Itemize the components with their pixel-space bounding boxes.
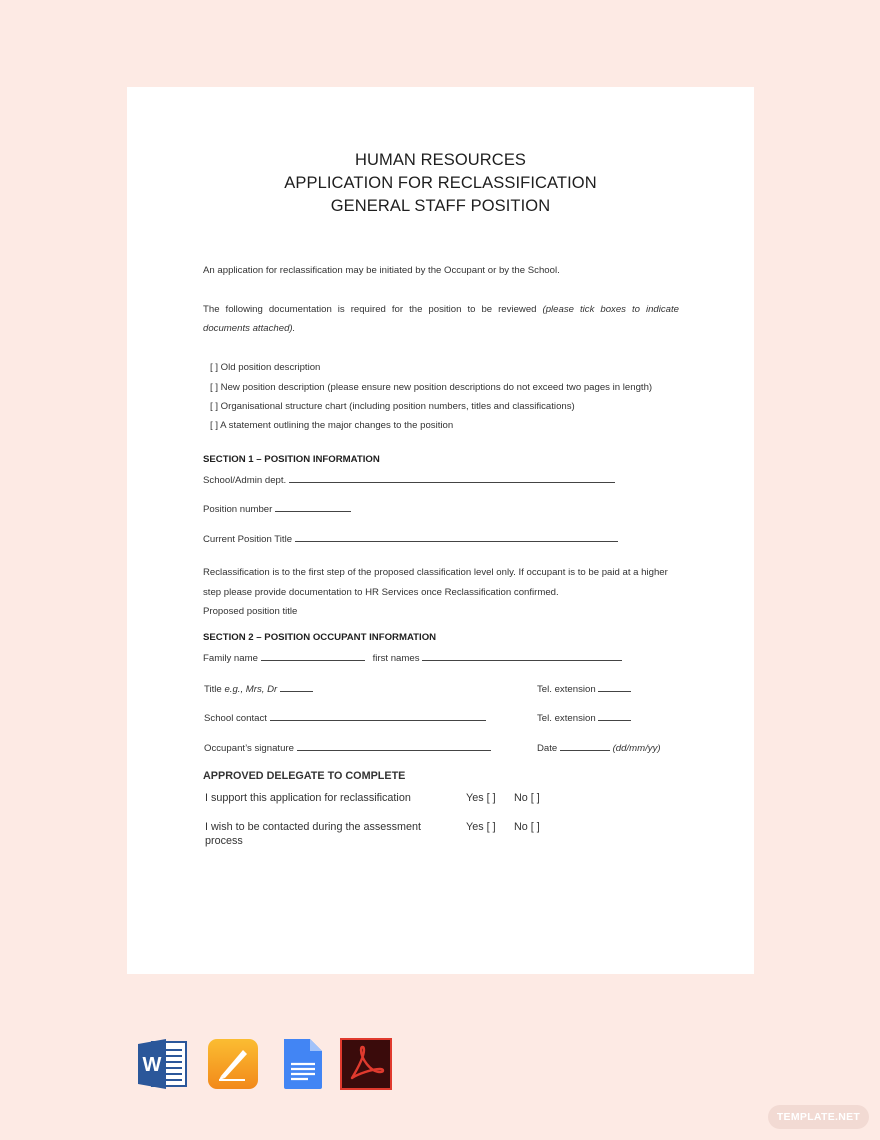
doc-required-text bbox=[203, 303, 679, 317]
title-label: Title bbox=[204, 684, 222, 695]
tel-extension-field-2[interactable] bbox=[598, 711, 631, 721]
delegate-q1-no[interactable]: No [ ] bbox=[514, 792, 540, 804]
date-row bbox=[537, 741, 661, 756]
first-names-label: first names bbox=[372, 653, 420, 664]
family-name-field[interactable] bbox=[261, 651, 365, 661]
brand-badge[interactable]: TEMPLATE.NET bbox=[768, 1105, 869, 1129]
position-number-row bbox=[203, 502, 351, 517]
google-docs-icon[interactable] bbox=[277, 1038, 329, 1090]
school-dept-label: School/Admin dept. bbox=[203, 475, 287, 486]
school-dept-field[interactable] bbox=[289, 473, 615, 483]
document-page bbox=[127, 87, 754, 974]
signature-label: Occupant’s signature bbox=[204, 743, 294, 754]
current-title-row bbox=[203, 532, 618, 547]
doc-required-note: (please tick boxes to indicate bbox=[542, 304, 680, 315]
checklist-item-org-chart[interactable]: [ ] Organisational structure chart (including position numbers, titles and classifications) bbox=[210, 401, 575, 412]
date-format-hint: (dd/mm/yy) bbox=[612, 743, 661, 754]
school-contact-label: School contact bbox=[204, 713, 267, 724]
school-contact-row bbox=[204, 711, 486, 726]
title-line-1: HUMAN RESOURCES bbox=[354, 151, 527, 169]
delegate-q2-no[interactable]: No [ ] bbox=[514, 821, 540, 833]
reclass-note-line-2: step please provide documentation to HR Services once Reclassification confirmed. bbox=[203, 587, 559, 598]
tel-extension-row-2 bbox=[537, 711, 631, 726]
doc-required-label: The following documentation is required for the position to be reviewed bbox=[203, 304, 537, 315]
document-title bbox=[127, 149, 754, 218]
title-row bbox=[204, 682, 313, 697]
delegate-question-2-line-2: process bbox=[205, 835, 243, 847]
title-field[interactable] bbox=[280, 682, 313, 692]
signature-row bbox=[204, 741, 491, 756]
delegate-q2-yes[interactable]: Yes [ ] bbox=[466, 821, 496, 833]
pdf-icon[interactable] bbox=[340, 1038, 392, 1090]
tel-extension-field[interactable] bbox=[598, 682, 631, 692]
delegate-heading: APPROVED DELEGATE TO COMPLETE bbox=[203, 770, 406, 782]
title-example: e.g., Mrs, Dr bbox=[224, 684, 278, 695]
pages-icon[interactable] bbox=[207, 1038, 259, 1090]
checklist-item-old-description[interactable]: [ ] Old position description bbox=[210, 362, 321, 373]
signature-field[interactable] bbox=[297, 741, 491, 751]
title-line-2: APPLICATION FOR RECLASSIFICATION bbox=[284, 174, 597, 192]
reclass-note-line-1: Reclassification is to the first step of the proposed classification level only. If occupant is to be paid at a higher bbox=[203, 567, 668, 578]
school-dept-row bbox=[203, 473, 615, 488]
intro-text: An application for reclassification may be initiated by the Occupant or by the School. bbox=[203, 265, 560, 276]
section2-heading: SECTION 2 – POSITION OCCUPANT INFORMATION bbox=[203, 632, 437, 643]
word-icon[interactable] bbox=[136, 1038, 188, 1090]
tel-extension-label-2: Tel. extension bbox=[537, 713, 596, 724]
current-title-label: Current Position Title bbox=[203, 534, 293, 545]
proposed-title-label: Proposed position title bbox=[203, 606, 298, 617]
delegate-question-2-line-1: I wish to be contacted during the assessment bbox=[205, 821, 422, 833]
position-number-label: Position number bbox=[203, 504, 273, 515]
checklist-item-statement[interactable]: [ ] A statement outlining the major changes to the position bbox=[210, 420, 454, 431]
tel-extension-label: Tel. extension bbox=[537, 684, 596, 695]
svg-text:W: W bbox=[142, 1054, 162, 1076]
tel-extension-row-1 bbox=[537, 682, 631, 697]
first-names-field[interactable] bbox=[422, 651, 622, 661]
title-line-3: GENERAL STAFF POSITION bbox=[330, 197, 551, 215]
doc-required-note-cont: documents attached). bbox=[203, 323, 296, 334]
section1-heading: SECTION 1 – POSITION INFORMATION bbox=[203, 454, 380, 465]
family-name-label: Family name bbox=[203, 653, 258, 664]
name-row bbox=[203, 651, 622, 666]
date-label: Date bbox=[537, 743, 558, 754]
delegate-q1-yes[interactable]: Yes [ ] bbox=[466, 792, 496, 804]
delegate-question-1: I support this application for reclassification bbox=[205, 792, 411, 804]
checklist-item-new-description[interactable]: [ ] New position description (please ensure new position descriptions do not exceed two pages in length) bbox=[210, 382, 653, 393]
current-title-field[interactable] bbox=[295, 532, 618, 542]
position-number-field[interactable] bbox=[275, 502, 351, 512]
date-field[interactable] bbox=[560, 741, 610, 751]
school-contact-field[interactable] bbox=[270, 711, 486, 721]
